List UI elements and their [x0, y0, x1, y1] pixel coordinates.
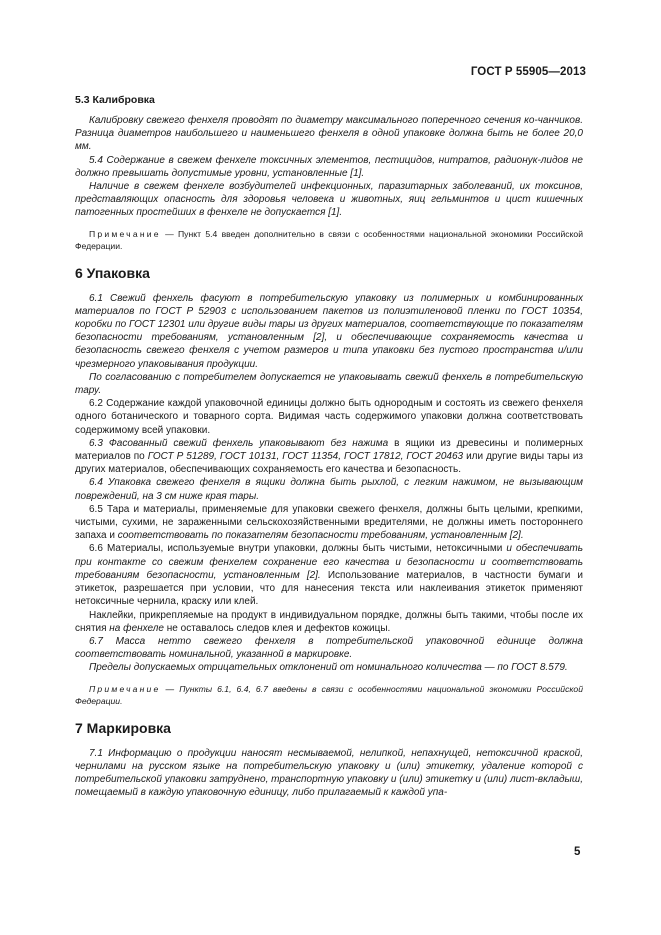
- p-stickers-part-a: Наклейки, прикрепляемые на продукт в индивидуальном порядке, должны быть такими, чтобы после их снятия: [75, 609, 583, 634]
- paragraph-6-4: 6.4 Упаковка свежего фенхеля в ящики должна быть рыхлой, с легким нажимом, не вызывающим повреждений, на 3 см ниже края тары.: [75, 477, 583, 502]
- p-6-6-part-b: и обеспечивать при контакте со свежим фенхелем сохранение его качества и безопасности и соответствовать требованиям безопасности, установленным [2].: [75, 543, 583, 581]
- p-6-3-part-b: в ящики из древесины и полимерных материалов по: [75, 437, 583, 463]
- paragraph-6-6: [75, 542, 583, 608]
- note-label: Примечание: [89, 228, 161, 239]
- p-6-3-part-a: 6.3 Фасованный свежий фенхель упаковывают без нажима: [89, 437, 389, 449]
- p-6-5-part-a: 6.5 Тара и материалы, применяемые для упаковки свежего фенхеля, должны быть целыми, крепкими, чистыми, сухими, не зараженными сельскохозяйственными вредителями, не должны иметь постороннего запаха и: [75, 503, 583, 542]
- paragraph-6-1: 6.1 Свежий фенхель фасуют в потребительскую упаковку из полимерных и комбинированных материалов по ГОСТ Р 52903 с использованием пакетов из полиэтиленовой пленки по ГОСТ 10354, коробки по ГОСТ 12301 или другие виды тары из других материалов, соответствующие по показателям безопасности требованиям, установленным [2], и обеспечивающие сохраняемость качества и безопасность свежего фенхеля с учетом размеров и типа упаковки без пустого пространства и/или чрезмерного упаковывания продукции.: [75, 292, 583, 370]
- p-6-5-part-b: соответствовать по показателям безопасности требованиям, установленным [2].: [117, 530, 524, 542]
- note-6: [75, 683, 583, 707]
- p-6-3-part-c: ГОСТ Р 51289, ГОСТ 10131, ГОСТ 11354, ГОСТ 17812, ГОСТ 20463: [147, 451, 464, 463]
- paragraph-6-1-consumer: По согласованию с потребителем допускается не упаковывать свежий фенхель в потребительскую тару.: [75, 371, 583, 397]
- p-stickers-part-b: на фенхеле: [109, 622, 164, 634]
- p-6-3-part-d: или другие виды тары из других материалов, обеспечивающих сохраняемость его качества и безопасность.: [75, 451, 584, 476]
- section-title-7: 7 Маркировка: [75, 719, 171, 736]
- subsection-title-5-3: 5.3 Калибровка: [75, 94, 155, 106]
- note-text: — Пункт 5.4 введен дополнительно в связи с особенностями национальной экономики Российской Федерации.: [75, 228, 583, 251]
- paragraph-6-5: [75, 503, 583, 543]
- paragraph-6-2: 6.2 Содержание каждой упаковочной единицы должно быть однородным и состоять из свежего фенхеля одного ботанического и товарного сорта. Видимая часть содержимого упаковки должна соответствовать содержимому всей упаковки.: [75, 398, 583, 436]
- note-5-4: [75, 228, 583, 252]
- paragraph-6-7: 6.7 Масса нетто свежего фенхеля в потребительской упаковочной единице должна соответствовать номинальной, указанной в маркировке.: [75, 635, 583, 661]
- paragraph-6-7-tolerance: Пределы допускаемых отрицательных отклонений от номинального количества — по ГОСТ 8.579.: [89, 662, 568, 674]
- page-number: 5: [574, 846, 581, 858]
- note-text: — Пункты 6.1, 6.4, 6.7 введены в связи с особенностями национальной экономики Российской Федерации.: [75, 683, 583, 706]
- p-6-6-part-a: 6.6 Материалы, используемые внутри упаковки, должны быть чистыми, нетоксичными: [89, 543, 507, 555]
- section-title-6: 6 Упаковка: [75, 264, 150, 281]
- paragraph-7-1: 7.1 Информацию о продукции наносят несмываемой, нелипкой, непахнущей, нетоксичной краской, чернилами на русском языке на потребительскую упаковку и (или) этикетку, удаление которой с потребительской упаковки затруднено, транспортную упаковку и (или) этикетку и (или) лист-вкладыш, помещаемый в каждую упаковочную единицу, либо прилагаемый к каждой упа-: [75, 747, 583, 799]
- doc-number-header: ГОСТ Р 55905—2013: [470, 66, 586, 78]
- p-stickers-part-c: не оставалось следов клея и дефектов кожицы.: [164, 622, 391, 634]
- p-6-6-part-c: Использование материалов, в частности бумаги и этикеток, разрешается при условии, что для нанесения текста или наклеивания этикеток применяют нетоксичные чернила, краску или клей.: [75, 569, 583, 608]
- paragraph-5-4-pathogens: Наличие в свежем фенхеле возбудителей инфекционных, паразитарных заболеваний, их токсинов, представляющих опасность для здоровья человека и животных, яиц гельминтов и цист кишечных патогенных простейших в фенхеле не допускается [1].: [75, 181, 583, 219]
- paragraph-5-3-calibration: Калибровку свежего фенхеля проводят по диаметру максимального поперечного сечения ко-чанчиков. Разница диаметров наибольшего и наименьшего фенхеля в одной упаковке должна быть не более 20,0 мм.: [75, 115, 583, 153]
- paragraph-5-4: 5.4 Содержание в свежем фенхеле токсичных элементов, пестицидов, нитратов, радионук-лидов не должно превышать допустимые уровни, установленные [1].: [75, 154, 583, 179]
- paragraph-6-3: [75, 437, 583, 477]
- paragraph-6-6-stickers: [75, 609, 583, 635]
- note-label: Примечание: [89, 683, 161, 694]
- page-content: [75, 93, 583, 799]
